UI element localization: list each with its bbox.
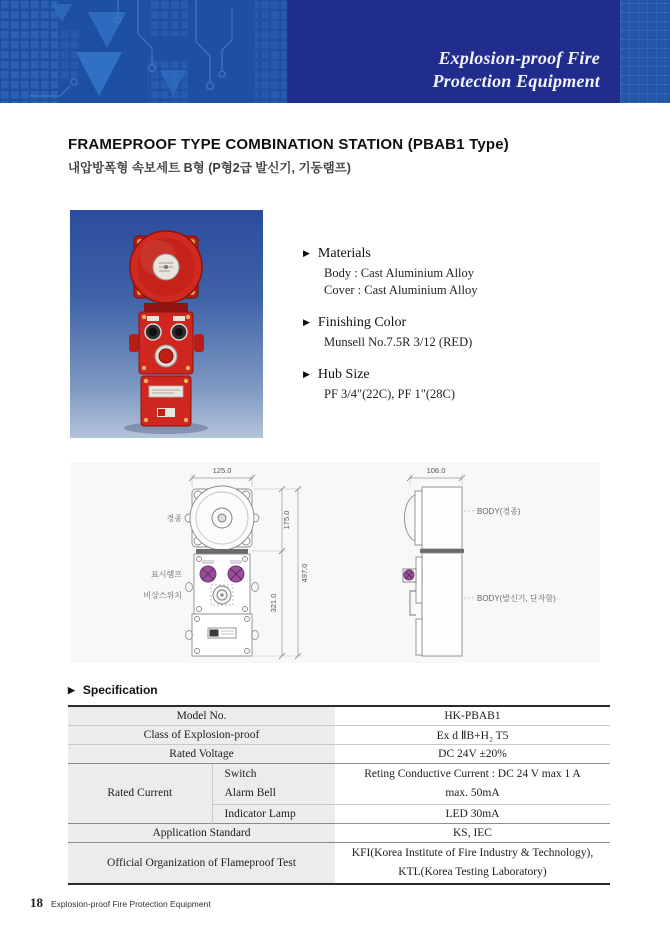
triangle-bullet-icon: ▶	[303, 317, 310, 327]
header-category-title	[432, 47, 600, 95]
spec-standard-label: Application Standard	[68, 823, 335, 842]
feature-line: Body : Cast Aluminium Alloy	[324, 266, 475, 280]
product-photo	[70, 210, 263, 438]
spec-standard-value: KS, IEC	[335, 823, 610, 842]
side-label-upper-body: BODY(경종)	[477, 507, 521, 516]
circuit-board-icon	[0, 0, 287, 103]
spec-current-switch-alarm-values	[335, 763, 610, 804]
spec-model-value: HK-PBAB1	[335, 706, 610, 725]
feature-finishing-color	[303, 315, 643, 351]
table-row	[68, 842, 610, 884]
spec-switch-value: Reting Conductive Current : DC 24 V max 1 A	[364, 767, 581, 780]
side-label-lower-body: BODY(발신기, 단자함)	[477, 594, 556, 603]
feature-line: PF 3/4"(22C), PF 1"(28C)	[324, 387, 456, 401]
spec-class-value: Ex d ⅡB+H₂ T5	[335, 725, 610, 744]
feature-heading-text: Finishing Color	[317, 315, 407, 330]
side-dim-depth: 106.0	[426, 466, 446, 475]
technical-drawings-panel	[70, 463, 600, 663]
header-edge-pattern	[620, 0, 670, 103]
feature-heading-text: Materials	[317, 246, 371, 261]
front-label-switch: 비상스위치	[143, 591, 182, 600]
spec-test-org-value	[335, 842, 610, 884]
triangle-bullet-icon: ▶	[303, 369, 310, 379]
page-number: 18	[30, 895, 43, 910]
front-dim-lower: 321.0	[269, 593, 278, 613]
spec-alarm-bell-label: Alarm Bell	[224, 786, 276, 799]
header-line2: Protection Equipment	[432, 71, 600, 92]
feature-heading-text: Hub Size	[317, 367, 370, 382]
dimension-drawing-icon	[70, 463, 600, 663]
page-title: FRAMEPROOF TYPE COMBINATION STATION (PBAB1 Type)	[68, 136, 509, 153]
specification-heading-text: Specification	[82, 683, 158, 697]
spec-lamp-label: Indicator Lamp	[212, 804, 335, 823]
table-row	[68, 823, 610, 842]
table-row	[68, 744, 610, 763]
feature-heading	[303, 367, 643, 383]
combination-station-device-icon	[70, 210, 263, 438]
table-row	[68, 725, 610, 744]
header-title-panel	[287, 0, 620, 103]
page-footer	[30, 895, 211, 911]
feature-materials	[303, 246, 643, 299]
spec-lamp-value: LED 30mA	[335, 804, 610, 823]
feature-heading	[303, 246, 643, 262]
spec-voltage-value: DC 24V ±20%	[335, 744, 610, 763]
spec-model-label: Model No.	[68, 706, 335, 725]
spec-voltage-label: Rated Voltage	[68, 744, 335, 763]
spec-test-org-label: Official Organization of Flameproof Test	[68, 842, 335, 884]
page-header	[0, 0, 670, 103]
front-dim-total: 497.0	[300, 563, 309, 583]
feature-line: Munsell No.7.5R 3/12 (RED)	[324, 335, 473, 349]
front-dim-upper: 175.0	[282, 510, 291, 530]
page-subtitle-korean: 내압방폭형 속보세트 B형 (P형2급 발신기, 기동램프)	[68, 161, 351, 175]
front-label-lamp: 표시램프	[151, 570, 182, 579]
spec-switch-label: Switch	[224, 767, 257, 780]
front-dim-width: 125.0	[212, 466, 232, 475]
specification-table	[68, 705, 610, 885]
table-row	[68, 763, 610, 804]
side-view-drawing	[403, 474, 474, 656]
spec-test-org-value-line2: KTL(Korea Testing Laboratory)	[398, 865, 547, 878]
table-row	[68, 706, 610, 725]
spec-test-org-value-line1: KFI(Korea Institute of Fire Industry & Technology),	[351, 846, 594, 859]
feature-hub-size	[303, 367, 643, 403]
header-line1: Explosion-proof Fire	[438, 47, 600, 68]
triangle-bullet-icon: ▶	[68, 685, 75, 695]
spec-class-label: Class of Explosion-proof	[68, 725, 335, 744]
footer-text: Explosion-proof Fire Protection Equipment	[51, 899, 211, 909]
spec-current-group-label: Rated Current	[68, 763, 212, 823]
header-circuit-pattern	[0, 0, 287, 103]
spec-current-switch-alarm-labels	[212, 763, 335, 804]
feature-list	[303, 246, 643, 419]
triangle-bullet-icon: ▶	[303, 248, 310, 258]
feature-heading	[303, 315, 643, 331]
spec-alarm-bell-value: max. 50mA	[445, 786, 500, 799]
front-label-bell: 경종	[166, 514, 182, 523]
specification-heading	[68, 683, 158, 697]
front-view-drawing	[185, 474, 302, 659]
feature-line: Cover : Cast Aluminium Alloy	[324, 283, 478, 297]
